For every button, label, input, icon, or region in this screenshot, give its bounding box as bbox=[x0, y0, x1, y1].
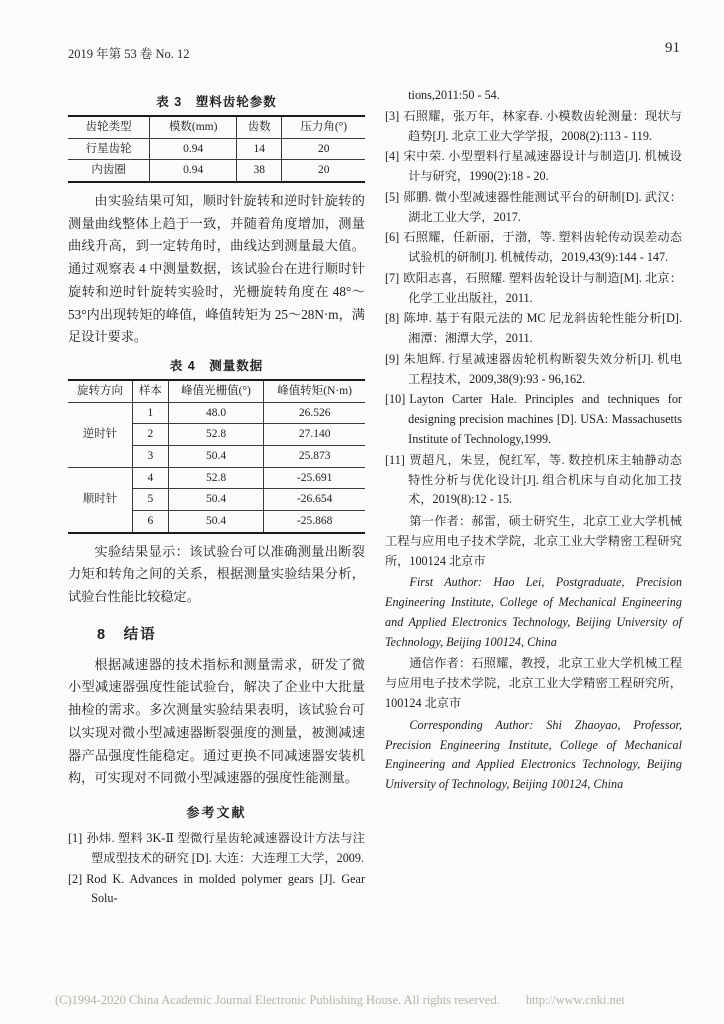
table4-cell: -25.691 bbox=[264, 467, 365, 489]
reference-item bbox=[385, 451, 682, 510]
table4-measurement-data bbox=[68, 379, 365, 534]
reference-item bbox=[385, 107, 682, 147]
corresponding-author-note-en: Corresponding Author: Shi Zhaoyao, Professor, Precision Engineering Institute, College of Mechanical Engineering and Applied Electronics Technology, Beijing University of Technology, Beijing 100124, China bbox=[385, 717, 682, 792]
journal-volume-info: 2019 年第 53 卷 No. 12 bbox=[68, 47, 190, 61]
reference-item bbox=[385, 269, 682, 309]
table-row bbox=[68, 160, 365, 182]
table3-cell: 0.94 bbox=[150, 160, 237, 182]
table3-cell: 0.94 bbox=[150, 138, 237, 160]
table3-cell: 行星齿轮 bbox=[68, 138, 150, 160]
table3-cell: 20 bbox=[282, 138, 365, 160]
page-number: 91 bbox=[665, 40, 680, 56]
table4-cell: 50.4 bbox=[168, 489, 264, 511]
table3-cell: 38 bbox=[237, 160, 282, 182]
first-author-note-zh: 第一作者：郝雷，硕士研究生，北京工业大学机械工程与应用电子技术学院，北京工业大学精密工程研究所，100124 北京市 bbox=[385, 514, 682, 568]
table4-cell: 4 bbox=[133, 467, 169, 489]
reference-item bbox=[385, 228, 682, 268]
results-paragraph: 由实验结果可知，顺时针旋转和逆时针旋转的测量曲线整体上趋于一致，并随着角度增加，测量曲线升高，到一定转角时，曲线达到测量最大值。通过观察表 4 中测量数据，该试验台在进行顺时针旋转和逆时针旋转实验时，光栅旋转角度在 48°～53°内出现转矩的峰值，峰值转矩为 25～28N·m，满足设计要求。 bbox=[68, 193, 365, 345]
corresponding-author-note-zh: 通信作者：石照耀，教授，北京工业大学机械工程与应用电子技术学院，北京工业大学精密工程研究所，100124 北京市 bbox=[385, 656, 682, 710]
table3-col-header: 压力角(°) bbox=[282, 116, 365, 138]
right-column bbox=[385, 86, 682, 910]
page-header bbox=[68, 40, 680, 62]
table4-cell: 26.526 bbox=[264, 402, 365, 424]
table3-gear-parameters bbox=[68, 115, 365, 183]
reference-item bbox=[385, 147, 682, 187]
copyright-text: (C)1994-2020 China Academic Journal Electronic Publishing House. All rights reserved. bbox=[55, 993, 500, 1007]
reference-marker: [1] bbox=[68, 830, 83, 845]
table4-cell: 6 bbox=[133, 510, 169, 532]
table4-header-row bbox=[68, 380, 365, 402]
reference-marker: [9] bbox=[385, 351, 400, 366]
reference-text: Layton Carter Hale. Principles and techniques for designing precision machines [D]. USA: Massachusetts Institute of Technology,1999. bbox=[408, 392, 682, 447]
reference-item bbox=[385, 350, 682, 390]
reference-marker: [3] bbox=[385, 108, 400, 123]
table4-cell: 50.4 bbox=[168, 445, 264, 467]
table4-col-header: 旋转方向 bbox=[68, 380, 133, 402]
table4-cell: 50.4 bbox=[168, 510, 264, 532]
reference-item bbox=[385, 188, 682, 228]
table-row bbox=[68, 467, 365, 489]
table4-col-header: 峰值转矩(N·m) bbox=[264, 380, 365, 402]
table4-col-header: 样本 bbox=[133, 380, 169, 402]
reference-marker: [5] bbox=[385, 189, 400, 204]
stability-paragraph: 实验结果显示：该试验台可以准确测量出断裂力矩和转角之间的关系，根据测量实验结果分析，试验台性能比较稳定。 bbox=[68, 543, 365, 605]
table3-cell: 14 bbox=[237, 138, 282, 160]
table4-cell: 52.8 bbox=[168, 467, 264, 489]
cnki-url: http://www.cnki.net bbox=[525, 993, 625, 1007]
reference-marker: [6] bbox=[385, 230, 400, 245]
table4-direction-cell: 顺时针 bbox=[68, 467, 133, 533]
table4-cell: -26.654 bbox=[264, 489, 365, 511]
table4-cell: 1 bbox=[133, 402, 169, 424]
reference-marker: [4] bbox=[385, 149, 400, 164]
table3-cell: 20 bbox=[282, 160, 365, 182]
table-row bbox=[68, 402, 365, 424]
reference-item bbox=[68, 870, 365, 910]
table4-cell: 3 bbox=[133, 445, 169, 467]
reference-text: 宋中荣. 小型塑料行星减速器设计与制造[J]. 机械设计与研究，1990(2):18 - 20. bbox=[403, 149, 682, 184]
table3-col-header: 齿数 bbox=[237, 116, 282, 138]
table4-cell: 25.873 bbox=[264, 445, 365, 467]
table4-cell: 2 bbox=[133, 424, 169, 446]
reference-text: 郧鹏. 微小型减速器性能测试平台的研制[D]. 武汉：湖北工业大学，2017. bbox=[403, 189, 682, 224]
reference-marker: [8] bbox=[385, 311, 400, 326]
table3-cell: 内齿圈 bbox=[68, 160, 150, 182]
reference-text: 孙炜. 塑料 3K-Ⅱ 型微行星齿轮减速器设计方法与注塑成型技术的研究 [D]. 大连：大连理工大学，2009. bbox=[86, 830, 365, 865]
reference-text: 陈坤. 基于有限元法的 MC 尼龙斜齿轮性能分析[D]. 湘潭：湘潭大学，2011. bbox=[403, 311, 682, 346]
reference-text: 贾超凡，朱昱，倪红军，等. 数控机床主轴静动态特性分析与优化设计[J]. 组合机床与自动化加工技术，2019(8):12 - 15. bbox=[408, 452, 682, 507]
page-footer bbox=[55, 993, 684, 1008]
reference-text: 朱旭辉. 行星减速器齿轮机构断裂失效分析[J]. 机电工程技术，2009,38(9):93 - 96,162. bbox=[403, 351, 682, 386]
two-column-layout bbox=[68, 86, 682, 910]
reference-marker: [11] bbox=[385, 452, 405, 467]
table4-col-header: 峰值光栅值(°) bbox=[168, 380, 264, 402]
reference-text: Rod K. Advances in molded polymer gears [J]. Gear Solu- bbox=[86, 871, 365, 906]
table4-cell: 52.8 bbox=[168, 424, 264, 446]
reference-marker: [7] bbox=[385, 270, 400, 285]
table4-caption: 表 4 测量数据 bbox=[169, 358, 264, 373]
reference-text: 石照耀，任新丽，于渤，等. 塑料齿轮传动误差动态试验机的研制[J]. 机械传动，2019,43(9):144 - 147. bbox=[403, 230, 682, 265]
first-author-note-en: First Author: Hao Lei, Postgraduate, Precision Engineering Institute, College of Mechanical Engineering and Applied Electronics Technology, Beijing University of Technology, Beijing 100124, China bbox=[385, 575, 682, 649]
table4-direction-cell: 逆时针 bbox=[68, 402, 133, 467]
table3-caption: 表 3 塑料齿轮参数 bbox=[156, 95, 277, 109]
table3-col-header: 齿轮类型 bbox=[68, 116, 150, 138]
reference-marker: [10] bbox=[385, 392, 406, 407]
table-row bbox=[68, 138, 365, 160]
reference-text: 石照耀，张万年，林家春. 小模数齿轮测量：现状与趋势[J]. 北京工业大学学报，2008(2):113 - 119. bbox=[403, 108, 682, 143]
reference-item bbox=[68, 829, 365, 869]
conclusion-heading: 8 结语 bbox=[97, 626, 157, 643]
table4-cell: -25.868 bbox=[264, 510, 365, 532]
reference-continuation: tions,2011:50 - 54. bbox=[408, 88, 500, 102]
reference-text: 欧阳志喜，石照耀. 塑料齿轮设计与制造[M]. 北京：化学工业出版社，2011. bbox=[403, 270, 682, 305]
table4-cell: 27.140 bbox=[264, 424, 365, 446]
table3-col-header: 模数(mm) bbox=[150, 116, 237, 138]
left-column bbox=[68, 86, 365, 910]
reference-item bbox=[385, 309, 682, 349]
references-heading: 参考文献 bbox=[186, 804, 247, 820]
reference-marker: [2] bbox=[68, 871, 83, 886]
table4-cell: 5 bbox=[133, 489, 169, 511]
reference-item bbox=[385, 390, 682, 449]
table4-cell: 48.0 bbox=[168, 402, 264, 424]
conclusion-paragraph: 根据减速器的技术指标和测量需求，研发了微小型减速器强度性能试验台，解决了企业中大批量抽检的需求。多次测量实验结果表明，该试验台可以实现对微小型减速器断裂强度的测量，被测减速器产品强度性能稳定。通过更换不同减速器安装机构，可实现对不同微小型减速器的强度性能测量。 bbox=[68, 656, 365, 786]
table3-header-row bbox=[68, 116, 365, 138]
